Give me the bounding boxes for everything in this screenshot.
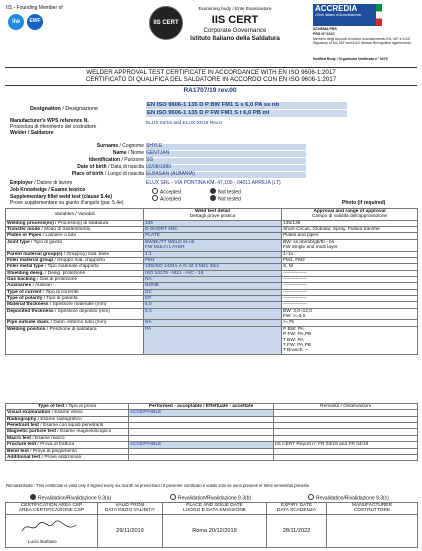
photo-label: Photo (if required) xyxy=(342,200,386,206)
var-label: Parent material group(s) / Gruppo(i) mat. base xyxy=(6,251,144,257)
name-label-it: / Nome xyxy=(127,150,144,156)
designation-value-1: EN ISO 9606-1 135 D P BW FM1 S s 6,0 PA ss nb xyxy=(146,102,347,109)
var-value: 6,0 xyxy=(144,302,282,308)
examining-body-label: Examining body / Ente Esaminatore xyxy=(198,6,272,11)
variables-table xyxy=(5,208,418,355)
var-range: Plates and pipes xyxy=(282,233,418,239)
var-header-2-it: Dettagli prove pratica xyxy=(189,214,236,220)
radio-icon[interactable] xyxy=(152,188,158,194)
fillet-not-tested-label: Not tested xyxy=(218,196,241,203)
var-label: Welding process(es) / Processo(i) di saldatura xyxy=(6,220,144,226)
footer-h3: PLACE AND ISSUE DATE LUOGO E DATA EMISSIONE xyxy=(163,503,267,515)
employer-label-it: / Datore di lavoro xyxy=(34,180,73,186)
place-date-value: Roma 20/12/2019 xyxy=(163,514,267,547)
title-it: CERTIFICATO DI QUALIFICA DEL SALDATORE IN ACCORDO CON EN ISO 9606-1:2017 xyxy=(85,76,337,83)
revalidation-b[interactable] xyxy=(170,494,251,502)
test-label: Bend test / Prova di piegamento xyxy=(6,448,129,454)
fillet-accepted-option[interactable] xyxy=(152,195,181,203)
var-label: Transfer mode / Modo di trasferimento xyxy=(6,227,144,233)
var-value: BW/BUTT WELD ss nb FW MULTI LAYER xyxy=(144,239,282,251)
var-header-2-en: Weld test detail xyxy=(194,209,231,214)
table-row xyxy=(6,308,418,320)
birthplace-label-it: / Luogo di nascita xyxy=(104,171,144,177)
accredia-logo xyxy=(313,4,376,26)
radio-checked-icon[interactable] xyxy=(210,195,216,201)
var-header-3 xyxy=(282,209,418,221)
designation-value-2: EN ISO 9606-1 135 D P FW FM1 S t 6,0 PB ml xyxy=(146,110,347,117)
var-label: Auxiliaries / Ausiliari xyxy=(6,283,144,289)
birthplace-label xyxy=(72,172,144,178)
var-range: >=75 xyxy=(282,320,418,326)
corporate-governance: Corporate Governance xyxy=(203,27,267,34)
cert-body-name: IIS CERT xyxy=(211,14,259,26)
istituto-label: Istituto Italiano della Saldatura xyxy=(190,35,280,42)
footer-h4: EXPIRY DATE DATA SCADENZA xyxy=(267,503,327,515)
identification-value: SG xyxy=(146,158,306,164)
surname-value: SHYLE xyxy=(146,144,306,150)
radio-checked-icon[interactable] xyxy=(30,494,36,500)
var-label: Plates or Pipes / Lamiere o tubi xyxy=(6,233,144,239)
var-label: Shielding desig. / Desig. protezione xyxy=(6,270,144,276)
footer-header xyxy=(6,503,418,515)
var-value: 135 xyxy=(144,220,282,226)
var-range: P BW: PA P FW: PA,PB T BW: PA T FW: PA,PB T Branch: -- xyxy=(282,326,418,354)
birthdate-label-en: Date of birth xyxy=(77,164,107,170)
radio-icon[interactable] xyxy=(308,494,314,500)
accredia-text: Membro degli Accordi di mutuo riconoscimento EA, IAF e ILAC Signatory of EA, IAF and ILAC Mutual Recognition Agreements xyxy=(313,37,411,46)
var-label: Pipe outside diam. / Diam. esterno tubo (mm) xyxy=(6,320,144,326)
test-label: Visual examination / Esame visivo xyxy=(6,410,129,416)
test-header-2: Performed - acceptable / Effettuate - accettate xyxy=(129,404,274,410)
radio-checked-icon[interactable] xyxy=(210,188,216,194)
identification-label xyxy=(89,158,144,164)
name-label-en: Name xyxy=(112,150,127,156)
radio-icon[interactable] xyxy=(170,494,176,500)
surname-label-en: Surname xyxy=(96,143,119,149)
revalidation-b-label: Revalidation/Rivalidazione 9.3(b) xyxy=(178,495,252,502)
var-range: --------------- xyxy=(282,270,418,276)
remarks-note: Remarks/Note : This certificate is valid only if signed every six month as prescribed./ Il presente certificato è valido solo se sono presenti le firme semestrali previste. xyxy=(6,484,311,488)
var-range: BW: ss nb/mb/gb/fb - bs FW Single and multi layer xyxy=(282,239,418,251)
fillet-test-label: Supplementary fillet weld test (clause 5.4e) xyxy=(10,194,112,200)
test-label: Penetrant test / Esame con liquidi penetranti xyxy=(6,423,129,429)
revalidation-c-label: Revalidation/Rivalidazione 9.3(c) xyxy=(316,495,389,502)
var-range: FM1, FM2 xyxy=(282,257,418,263)
var-range: --------------- xyxy=(282,289,418,295)
designation-label-en: Designation xyxy=(30,106,61,112)
var-value: NONE xyxy=(144,283,282,289)
identification-label-en: Identification xyxy=(88,157,121,163)
title-en: WELDER APPROVAL TEST CERTIFICATE IN ACCORDANCE WITH EN ISO 9606-1:2017 xyxy=(86,69,336,76)
var-value: DC xyxy=(144,289,282,295)
var-header-3-en: Approval and range of approval xyxy=(313,209,386,214)
var-range: 135/138 xyxy=(282,220,418,226)
iis-cert-logo-text: IIS CERT xyxy=(153,19,179,26)
employer-label xyxy=(10,181,72,187)
test-result xyxy=(129,454,274,460)
signature-cell xyxy=(6,514,98,547)
var-range: S, M xyxy=(282,264,418,270)
birthplace-row xyxy=(6,172,306,178)
test-header-1: Type of test / Tipo di prova xyxy=(6,404,129,410)
name-label xyxy=(113,151,144,157)
job-accepted-label: Accepted xyxy=(160,189,181,196)
test-remark xyxy=(274,454,418,460)
test-result: ACCEPTABLE xyxy=(129,410,274,416)
iiw-logo: iiw xyxy=(8,14,24,30)
name-value: GENTJAN xyxy=(146,151,306,157)
signature-scribble xyxy=(20,519,80,535)
employer-value: ELUX SRL - VIA PONTINA KM. 47,100 - 04011 APRILIA (LT) xyxy=(146,180,281,186)
var-value: D-SHORT ARC xyxy=(144,227,282,233)
var-header-3-it: Campo di validità dell'approvazione xyxy=(311,214,388,220)
wps-label: Manufacturer's WPS reference N. xyxy=(10,118,89,124)
accredia-schema: SCHEMA PRS xyxy=(313,27,337,31)
test-label: Magnetic particle test / Esame magnetoscopico xyxy=(6,429,129,435)
tests-table xyxy=(5,403,418,461)
var-range: --------------- xyxy=(282,296,418,302)
var-value: 135/ISO 14341-A G 42 3 M21 3Si1 xyxy=(144,264,282,270)
identification-label-it: / Punzone xyxy=(121,157,144,163)
table-row xyxy=(6,326,418,354)
footer-values xyxy=(6,514,418,547)
footer-h1: CERTIFICATION AREA CSP AREA CERTIFICAZIONE CSP xyxy=(6,503,98,515)
expiry-value: 28/11/2022 xyxy=(267,514,327,547)
var-label: Deposited thickness / Spessore deposito (mm) xyxy=(6,308,144,320)
designation-label xyxy=(30,106,98,112)
tests-header xyxy=(6,404,418,410)
revalidation-c[interactable] xyxy=(308,494,389,502)
radio-icon[interactable] xyxy=(152,195,158,201)
revalidation-a-label: Revalidation/Rivalidazione 9.3(a) xyxy=(38,495,112,502)
name-row xyxy=(6,151,306,157)
fillet-accepted-label: Accepted xyxy=(160,196,181,203)
variables-header xyxy=(6,209,418,221)
var-range: --------------- xyxy=(282,283,418,289)
accredia-name: ACCREDIA xyxy=(315,4,358,13)
var-range: BW: 3,0÷12,0 FW: >=3,0 xyxy=(282,308,418,320)
fillet-not-tested-option[interactable] xyxy=(210,195,241,203)
birthdate-value: 02/08/1980 xyxy=(146,165,306,171)
var-range: --------------- xyxy=(282,276,418,282)
iis-cert-logo xyxy=(149,6,183,40)
test-label: Macro test / Esame macro xyxy=(6,435,129,441)
signer-name: Lucio Barbaro xyxy=(28,538,57,544)
table-row xyxy=(6,454,418,460)
var-value: FM1 xyxy=(144,257,282,263)
test-label: Radiography / Esame radiografico xyxy=(6,416,129,422)
job-not-tested-label: Not tested xyxy=(218,189,241,196)
job-knowledge-label: Job Knowledge / Esame teorico xyxy=(10,187,86,193)
var-header-2 xyxy=(144,209,282,221)
employer-label-en: Employer xyxy=(10,180,33,186)
wps-value: ELUX 03/19 and ELUX 04/19 Rev.0 xyxy=(146,121,222,126)
var-label: Material thickness / Spessore materiale (mm) xyxy=(6,302,144,308)
iis-founding-label: IIS - Founding Member of xyxy=(6,5,63,11)
var-range: Short-Circuit, Globular, Spray, Pulsed transfer xyxy=(282,227,418,233)
var-range: --------------- xyxy=(282,302,418,308)
revalidation-a[interactable] xyxy=(30,494,111,502)
valid-from-value: 29/11/2019 xyxy=(98,514,163,547)
var-value: 1.1 xyxy=(144,251,282,257)
var-value: NA xyxy=(144,276,282,282)
footer-h5: MANUFACTURER COSTRUTTORE xyxy=(327,503,418,515)
designation-label-it: / Designazione xyxy=(62,106,99,112)
var-value: NA xyxy=(144,320,282,326)
test-label: Additional test / Prove addizionali xyxy=(6,454,129,460)
notified-body: Notified Body / Organismo Notificato n° 0475 xyxy=(313,57,388,61)
var-header-1: Variables / Variabili xyxy=(6,209,144,221)
fillet-test-label-it: Prove supplementare su giunto d'angolo (par. 5.4e) xyxy=(10,200,124,206)
flag-stripe xyxy=(376,4,382,26)
var-label: Filler metal type / Tipo materiale d'apporto xyxy=(6,264,144,270)
footer-h2: VALID FROM DATA INIZIO VALIDITA' xyxy=(98,503,163,515)
birthplace-label-en: Place of birth xyxy=(71,171,104,177)
surname-label xyxy=(97,144,144,150)
accredia-sub: L'Ente Italiano di Accreditamento xyxy=(315,12,362,17)
var-label: Filler material group / Gruppo mat. d'apporto xyxy=(6,257,144,263)
var-label: Gas backing / Gas di protezione xyxy=(6,276,144,282)
test-result: ACCEPTABLE xyxy=(129,442,274,448)
divider xyxy=(5,85,417,86)
test-remark: IIS CERT Report n° FR 03/19 and FR 04/19 xyxy=(274,442,418,448)
surname-label-it: / Cognome xyxy=(119,143,144,149)
ewf-logo: EWF xyxy=(27,14,43,30)
var-label: Type of polarity / Tipo di polarità xyxy=(6,296,144,302)
var-value: PLATE xyxy=(144,233,282,239)
var-value: PA xyxy=(144,326,282,354)
birthplace-value: ELBASAN (ALBANIA) xyxy=(146,172,306,178)
test-header-3: Remarks / Osservazioni xyxy=(274,404,418,410)
var-value: EP xyxy=(144,296,282,302)
birthdate-label xyxy=(77,165,144,171)
var-label: Joint type / Tipo di giunto xyxy=(6,239,144,251)
var-label: Type of current / Tipo di corrente xyxy=(6,289,144,295)
var-label: Welding position / Posizione di saldatura xyxy=(6,326,144,354)
var-range: 1÷11 xyxy=(282,251,418,257)
test-label: Fracture test / Prova di frattura xyxy=(6,442,129,448)
var-value: ISO 14175 - M21 - ArC - 18 xyxy=(144,270,282,276)
wps-label-it: Procedura di riferimento del costruttore xyxy=(10,124,97,130)
cert-number: RA1707/19 rev.00 xyxy=(183,87,237,94)
footer-table xyxy=(5,502,418,548)
welder-label: Welder / Saldatore xyxy=(10,130,54,136)
accredia-prs: PRS N° 021C xyxy=(313,32,336,36)
table-row xyxy=(6,239,418,251)
manufacturer-value xyxy=(327,514,418,547)
var-value: 6,0 xyxy=(144,308,282,320)
birthdate-label-it: / Data di nascita xyxy=(108,164,144,170)
divider xyxy=(5,67,417,68)
